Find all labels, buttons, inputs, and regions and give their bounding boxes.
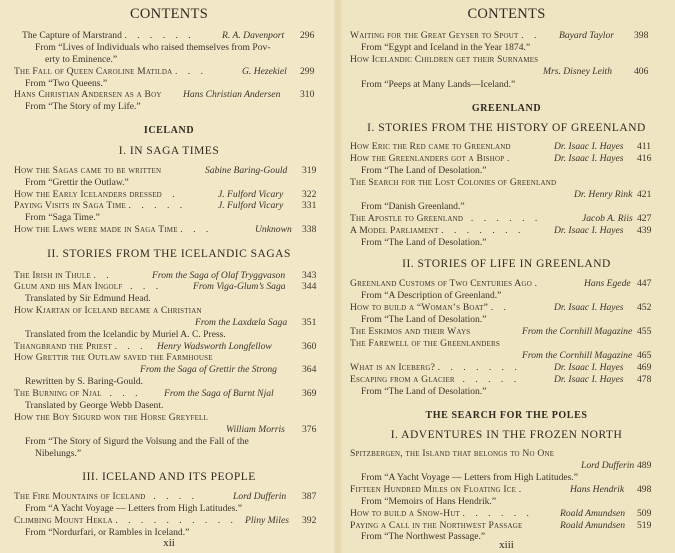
entry-title: How the Greenlanders got a Bishop: [350, 153, 505, 164]
entry-page: 387: [302, 491, 317, 502]
leader-dots: . . .: [180, 224, 213, 235]
entry-title: The Eskimos and their Ways: [350, 326, 471, 337]
entry-author: Hans Egede: [584, 278, 631, 289]
entry-page: 465: [637, 350, 652, 361]
entry-page: 509: [637, 508, 652, 519]
part-heading: I. STORIES FROM THE HISTORY OF GREENLAND: [367, 122, 646, 134]
leader-dots: . . .: [175, 66, 207, 77]
entry-note: From “Danish Greenland.”: [361, 201, 465, 212]
entry-author: G. Hezekiel: [242, 66, 287, 77]
entry-page: 406: [634, 66, 649, 77]
entry-note: From “Nordurfari, or Rambles in Iceland.”: [25, 527, 190, 538]
entry-title: The Fall of Queen Caroline Matilda: [14, 66, 173, 77]
entry-author: Henry Wadsworth Longfellow: [157, 341, 272, 352]
entry-note: From “Memoirs of Hans Hendrik.”: [361, 496, 497, 507]
entry-page: 369: [302, 388, 317, 399]
entry-title: Paying a Call in the Northwest Passage: [350, 520, 523, 531]
entry-note: Translated by George Webb Dasent.: [25, 400, 164, 411]
entry-author: Hans Hendrik: [570, 484, 625, 495]
entry-note: Nibelungs.”: [35, 448, 82, 459]
entry-author: J. Fulford Vicary: [218, 189, 284, 200]
entry-author: Bayard Taylor: [559, 30, 614, 41]
entry-title: How to build a Snow-Hut: [350, 508, 460, 519]
entry-title: Glum and his Man Ingolf: [14, 281, 123, 292]
section-heading: THE SEARCH FOR THE POLES: [425, 410, 588, 421]
entry-title: Spitzbergen, the Island that belongs to No One: [350, 448, 555, 459]
leader-dots: . . . . . .: [470, 213, 542, 224]
entry-title: The Farewell of the Greenlanders: [350, 338, 500, 349]
leader-dots: . . . . . . . . . .: [115, 515, 237, 526]
entry-author: Jacob A. Riis: [582, 213, 633, 224]
toc-entry: [350, 302, 510, 314]
entry-title: A Model Parliament: [350, 225, 439, 236]
leader-dots: .: [534, 278, 541, 289]
entry-page: 310: [300, 89, 315, 100]
entry-author: Lord Dufferin: [581, 460, 635, 471]
toc-entry: [14, 491, 198, 503]
entry-title: How the Laws were made in Saga Time: [14, 224, 178, 235]
entry-title: The Irish in Thule: [14, 270, 91, 281]
entry-note: From “The Story of my Life.”: [25, 101, 141, 112]
entry-title: How Eric the Red came to Greenland: [350, 141, 511, 152]
entry-title: How Icelandic Children get their Surnames: [350, 54, 539, 65]
toc-entry: [350, 153, 513, 165]
entry-title: The Apostle to Greenland: [350, 213, 464, 224]
entry-author: Lord Dufferin: [233, 491, 287, 502]
page-number: xii: [163, 537, 175, 549]
entry-page: 421: [637, 189, 652, 200]
entry-note: From “The Land of Desolation.”: [361, 237, 487, 248]
toc-entry: [350, 362, 521, 374]
entry-author: From the Saga of Grettir the Strong: [140, 364, 277, 375]
leader-dots: . .: [490, 302, 510, 313]
entry-author: Dr. Isaac I. Hayes: [554, 302, 624, 313]
entry-author: From the Laxdæla Saga: [195, 317, 288, 328]
entry-page: 519: [637, 520, 652, 531]
entry-title: What is an Iceberg?: [350, 362, 436, 373]
entry-note: From “A Yacht Voyage — Letters from High Latitudes.”: [361, 472, 579, 483]
entry-title: How the Sagas came to be written: [14, 165, 162, 176]
entry-page: 489: [637, 460, 652, 471]
toc-entry: [22, 30, 195, 42]
leader-dots: . . . . . . .: [437, 362, 521, 373]
entry-title: Greenland Customs of Two Centuries Ago: [350, 278, 532, 289]
entry-author: Dr. Isaac I. Hayes: [554, 153, 624, 164]
leader-dots: .: [518, 484, 526, 495]
entry-author: From Viga-Glum’s Saga: [193, 281, 286, 292]
entry-note: From “The Story of Sigurd the Volsung and the Fall of the: [25, 436, 249, 447]
page-header: CONTENTS: [467, 6, 546, 22]
toc-entry: [14, 515, 237, 527]
entry-page: 455: [637, 326, 652, 337]
part-heading: II. STORIES OF LIFE IN GREENLAND: [402, 258, 611, 270]
entry-note: From “Peeps at Many Lands—Iceland.”: [361, 79, 516, 90]
entry-page: 360: [302, 341, 317, 352]
entry-title: The Search for the Lost Colonies of Greenland: [350, 177, 557, 188]
toc-entry: [350, 278, 541, 290]
entry-page: 322: [302, 189, 317, 200]
toc-entry: [14, 200, 186, 212]
entry-title: Fifteen Hundred Miles on Floating Ice: [350, 484, 517, 495]
entry-note: Translated from the Icelandic by Muriel A. C. Press.: [25, 329, 226, 340]
section-heading: ICELAND: [143, 125, 195, 136]
entry-page: 498: [637, 484, 652, 495]
entry-author: From the Saga of Burnt Njal: [164, 388, 274, 399]
entry-note: From “The Land of Desolation.”: [361, 314, 487, 325]
entry-note: Rewritten by S. Baring-Gould.: [25, 376, 144, 387]
part-heading: II. STORIES FROM THE ICELANDIC SAGAS: [47, 248, 291, 260]
entry-author: Dr. Isaac I. Hayes: [554, 374, 624, 385]
leader-dots: . . . .: [153, 491, 199, 502]
entry-title: The Fire Mountains of Iceland: [14, 491, 146, 502]
entry-author: Unknown: [255, 224, 292, 235]
toc-entry: [350, 225, 524, 237]
entry-page: 392: [302, 515, 317, 526]
entry-page: 452: [637, 302, 652, 313]
entry-author: William Morris: [226, 424, 285, 435]
entry-author: Dr. Isaac I. Hayes: [554, 362, 624, 373]
entry-page: 299: [300, 66, 315, 77]
entry-page: 469: [637, 362, 652, 373]
entry-title: How to build a “Woman’s Boat”: [350, 302, 489, 313]
toc-entry: [14, 224, 212, 236]
entry-note: From “A Description of Greenland.”: [361, 290, 502, 301]
entry-page: 411: [637, 141, 652, 152]
entry-page: 447: [637, 278, 652, 289]
entry-title: Thangbrand the Priest: [14, 341, 112, 352]
entry-title: Climbing Mount Hekla: [14, 515, 113, 526]
toc-entry: [14, 281, 162, 293]
toc-entry: [350, 213, 541, 225]
entry-author: From the Cornhill Magazine: [522, 350, 633, 361]
entry-title: The Burning of Njal: [14, 388, 102, 399]
entry-title: How Grettir the Outlaw saved the Farmhouse: [14, 352, 213, 363]
book-gutter: [334, 0, 342, 553]
entry-page: 331: [302, 200, 317, 211]
entry-note: From “Grettir the Outlaw.”: [25, 177, 129, 188]
entry-note: From “Two Queens.”: [25, 78, 108, 89]
toc-entry: [350, 30, 540, 42]
part-heading: I. IN SAGA TIMES: [118, 145, 220, 157]
page-number: xiii: [499, 539, 514, 551]
leader-dots: . . . . . .: [462, 508, 533, 519]
entry-author: Dr. Isaac I. Hayes: [554, 225, 624, 236]
entry-note: From “The Land of Desolation.”: [361, 386, 487, 397]
entry-author: J. Fulford Vicary: [218, 200, 284, 211]
leader-dots: .: [506, 153, 514, 164]
entry-page: 351: [302, 317, 317, 328]
toc-entry: [14, 388, 142, 400]
leader-dots: . . . . . .: [124, 30, 195, 41]
entry-author: Hans Christian Andersen: [183, 89, 281, 100]
leader-dots: . . .: [114, 341, 147, 352]
entry-author: Pliny Miles: [245, 515, 289, 526]
leader-dots: . .: [521, 30, 541, 41]
entry-title: Paying Visits in Saga Time: [14, 200, 126, 211]
page-header: CONTENTS: [129, 6, 209, 22]
entry-title: The Capture of Marstrand: [22, 30, 122, 41]
entry-page: 364: [302, 364, 317, 375]
entry-note: From “Saga Time.”: [25, 212, 100, 223]
leader-dots: . . .: [130, 281, 163, 292]
entry-author: Sabine Baring-Gould: [205, 165, 288, 176]
entry-note: From “The Northwest Passage.”: [361, 531, 486, 542]
right-page: [338, 0, 675, 553]
section-heading: GREENLAND: [471, 103, 542, 114]
entry-page: 416: [637, 153, 652, 164]
entry-page: 439: [637, 225, 652, 236]
leader-dots: . . .: [109, 388, 142, 399]
entry-note: From “Egypt and Iceland in the Year 1874.”: [361, 42, 531, 53]
entry-note: From “Lives of Individuals who raised themselves from Pov-: [35, 42, 271, 53]
entry-page: 427: [637, 213, 652, 224]
entry-author: From the Cornhill Magazine: [522, 326, 633, 337]
entry-page: 344: [302, 281, 317, 292]
leader-dots: . . . . .: [462, 374, 521, 385]
part-heading: I. ADVENTURES IN THE FROZEN NORTH: [390, 429, 623, 441]
entry-title: How the Early Icelanders dressed: [14, 189, 162, 200]
entry-author: R. A. Davenport: [222, 30, 285, 41]
entry-author: Roald Amundsen: [560, 508, 626, 519]
entry-page: 478: [637, 374, 652, 385]
entry-page: 296: [300, 30, 315, 41]
entry-page: 376: [302, 424, 317, 435]
entry-author: Mrs. Disney Leith: [543, 66, 613, 77]
entry-title: Escaping from a Glacier: [350, 374, 455, 385]
toc-entry: [350, 484, 525, 496]
toc-entry: [350, 374, 520, 386]
entry-page: 319: [302, 165, 317, 176]
entry-author: Dr. Isaac I. Hayes: [554, 141, 624, 152]
entry-page: 338: [302, 224, 317, 235]
toc-entry: [14, 66, 207, 78]
leader-dots: . .: [93, 270, 113, 281]
entry-note: From “The Land of Desolation.”: [361, 165, 487, 176]
leader-dots: .: [172, 189, 179, 200]
leader-dots: . . . . . . .: [441, 225, 525, 236]
entry-note: From “A Yacht Voyage — Letters from High Latitudes.”: [25, 503, 243, 514]
entry-title: How the Boy Sigurd won the Horse Greyfell: [14, 412, 208, 423]
entry-author: From the Saga of Olaf Tryggvason: [152, 270, 286, 281]
entry-page: 398: [634, 30, 649, 41]
leader-dots: . . . . .: [128, 200, 187, 211]
entry-author: Roald Amundsen: [560, 520, 626, 531]
entry-page: 343: [302, 270, 317, 281]
entry-title: Hans Christian Andersen as a Boy: [14, 89, 162, 100]
toc-entry: [350, 508, 533, 520]
entry-title: Waiting for the Great Geyser to Spout: [350, 30, 519, 41]
entry-author: Dr. Henry Rink: [574, 189, 633, 200]
part-heading: III. ICELAND AND ITS PEOPLE: [82, 471, 256, 483]
entry-note: erty to Eminence.”: [45, 54, 118, 65]
entry-note: Translated by Sir Edmund Head.: [25, 293, 151, 304]
entry-title: How Kjartan of Iceland became a Christian: [14, 305, 202, 316]
